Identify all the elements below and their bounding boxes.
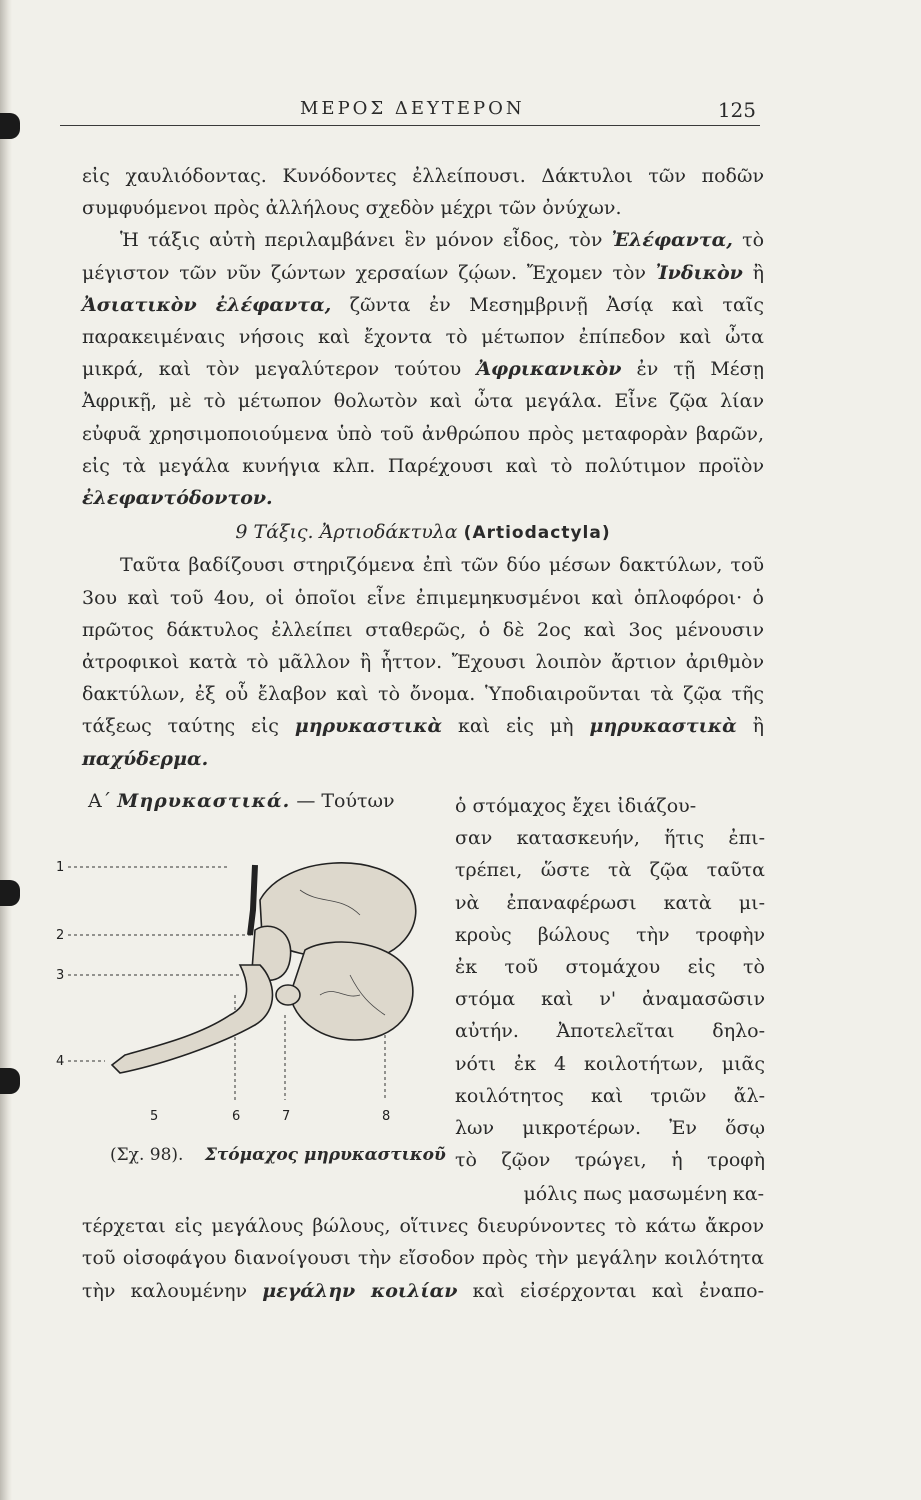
tail-line-last: [82, 1275, 764, 1307]
label-3: 3: [56, 968, 65, 983]
tail-line: μόλις πως μασωμένη κα-: [523, 1183, 764, 1205]
term-pachyderms: παχύδερμα.: [82, 747, 209, 770]
reticulum: [290, 942, 413, 1040]
running-title: ΜΕΡΟΣ ΔΕΥΤΕΡΟΝ: [300, 98, 525, 119]
text-run: ἐν τῇ Μέσῃ Ἀφρικῇ, μὲ τὸ μέτωπον θολωτὸν καὶ ὦτα μεγάλα. Εἶνε ζῷα λίαν εὐφυᾶ χρησιμοποιούμενα ὑπὸ τοῦ ἀνθρώπου πρὸς μεταφορὰν βαρῶν, εἰς τὰ μεγάλα κυνήγια κλπ. Παρέχουσι καὶ τὸ πολύτιμον προϊὸν: [82, 358, 764, 477]
order-heading: [82, 516, 764, 549]
figure-caption: [110, 1145, 446, 1165]
label-8: 8: [382, 1109, 391, 1124]
paragraph-tusks: εἰς χαυλιόδοντας. Κυνόδοντες ἐλλείπουσι. Δάκτυλοι τῶν ποδῶν συμφυόμενοι πρὸς ἀλλήλους σχεδὸν μέχρι τῶν ὀνύχων.: [82, 165, 764, 220]
term-african: Ἀφρικανικὸν: [476, 358, 622, 381]
tail-line: τοῦ οἰσοφάγου διανοίγουσι τὴν εἴσοδον πρὸς τὴν μεγάλην κοιλότητα: [82, 1247, 764, 1270]
side-line: τὸ ζῷον τρώγει, ἡ τροφὴ: [455, 1149, 765, 1172]
text-run: Ταῦτα βαδίζουσι στηριζόμενα ἐπὶ τῶν δύο μέσων δακτύλων, τοῦ 3ου καὶ τοῦ 4ου, οἱ ὁποῖοι εἶνε ἐπιμεμηκυσμένοι καὶ ὁπλοφόροι· ὁ πρῶτος δάκτυλος ἐλλείπει σταθερῶς, ὁ δὲ 2ος καὶ 3ος μένουσιν ἀτροφικοὶ κατὰ τὸ μᾶλλον ἢ ἧττον. Ἔχουσι λοιπὸν ἄρτιον ἀριθμὸν δακτύλων, ἐξ οὗ ἔλαβον καὶ τὸ ὄνομα. Ὑποδιαιροῦνται τὰ ζῷα τῆς τάξεως ταύτης εἰς: [82, 554, 764, 738]
duodenum: [276, 985, 300, 1005]
side-line: σαν κατασκευήν, ἥτις ἐπι-: [455, 827, 765, 850]
term-ivory: ἐλεφαντόδοντον.: [82, 487, 273, 510]
order-name: Ἀρτιοδάκτυλα: [319, 521, 458, 544]
term-indian: Ἰνδικὸν: [655, 261, 743, 284]
running-head: [60, 95, 760, 126]
side-line: τρέπει, ὥστε τὰ ζῷα ταῦτα: [455, 859, 765, 882]
tail-line: τέρχεται εἰς μεγάλους βώλους, οἵτινες διευρύνοντες τὸ κάτω ἄκρον: [82, 1215, 764, 1238]
abomasum: [112, 965, 273, 1073]
section-letter: Α΄: [88, 790, 112, 812]
label-1: 1: [56, 860, 65, 875]
binding-hole: [0, 880, 20, 906]
term-asian-elephant: Ἀσιατικὸν ἐλέφαντα,: [82, 293, 332, 316]
section-title: Μηρυκαστικά.: [117, 790, 291, 812]
side-line: ὁ στόμαχος ἔχει ἰδιάζου-: [455, 795, 697, 817]
side-line: στόμα καὶ ν' ἀναμασῶσιν: [455, 988, 765, 1011]
label-5: 5: [150, 1109, 159, 1124]
text-run: τὴν καλουμένην: [82, 1279, 248, 1302]
caption-text: Στόμαχος μηρυκαστικοῦ: [204, 1145, 446, 1165]
term-non-ruminants: μηρυκαστικὰ: [589, 715, 737, 738]
side-line: λων μικροτέρων. Ἐν ὅσῳ: [455, 1116, 765, 1139]
side-column: [455, 790, 765, 1176]
label-6: 6: [232, 1109, 241, 1124]
binding-hole: [0, 113, 20, 139]
page-edge: [0, 0, 12, 1500]
label-7: 7: [282, 1109, 291, 1124]
binding-hole: [0, 1068, 20, 1094]
text-run: ζῶντα ἐν Μεσημβρινῇ Ἀσίᾳ καὶ ταῖς παρακειμέναις νήσοις καὶ ἔχοντα τὸ μέτωπον ἐπίπεδον καὶ ὦτα μικρά, καὶ τὸν μεγαλύτερον τούτου: [82, 293, 764, 381]
order-latin-name: (Artiodactyla): [463, 523, 611, 544]
tail-text: [82, 1178, 764, 1307]
paragraph-elephants: [82, 224, 764, 514]
esophagus: [250, 865, 255, 935]
term-rumen: μεγάλην κοιλίαν: [262, 1279, 458, 1302]
side-line: ἐκ τοῦ στομάχου εἰς τὸ: [455, 955, 765, 978]
side-line: αὐτήν. Ἀποτελεῖται δηλο-: [455, 1020, 765, 1043]
body-text: [82, 160, 764, 775]
label-4: 4: [56, 1054, 65, 1069]
term-elephant: Ἐλέφαντα,: [611, 229, 733, 252]
text-run: καὶ εἰσέρχονται καὶ ἐναπο-: [472, 1279, 764, 1302]
paragraph-artiodactyla: [82, 549, 764, 774]
section-lead-in: — Τούτων: [296, 790, 395, 812]
caption-number: (Σχ. 98).: [110, 1145, 184, 1165]
section-heading: [88, 790, 408, 812]
term-ruminants: μηρυκαστικὰ: [294, 715, 443, 738]
side-line: κοιλότητος καὶ τριῶν ἄλ-: [455, 1084, 765, 1107]
side-line: νότι ἐκ 4 κοιλοτήτων, μιᾶς: [455, 1052, 765, 1075]
text-run: καὶ εἰς μὴ: [457, 715, 574, 738]
page-number: 125: [717, 98, 756, 122]
order-number: 9 Τάξις.: [235, 521, 314, 544]
figure-stomach: [50, 835, 430, 1135]
text-run: ἢ: [752, 261, 764, 284]
label-2: 2: [56, 928, 65, 943]
text-run: Ἡ τάξις αὐτὴ περιλαμβάνει ἓν μόνον εἶδος, τὸν: [120, 229, 603, 252]
stomach-illustration: [50, 835, 430, 1135]
side-line: κροὺς βώλους τὴν τροφὴν: [455, 923, 765, 946]
text-run: τὸ μέγιστον τῶν νῦν ζώντων χερσαίων ζῴων. Ἔχομεν τὸν: [82, 229, 765, 284]
text-run: ἢ: [752, 715, 764, 738]
side-line: νὰ ἐπαναφέρωσι κατὰ μι-: [455, 891, 765, 914]
stomach-shape: [112, 863, 416, 1073]
